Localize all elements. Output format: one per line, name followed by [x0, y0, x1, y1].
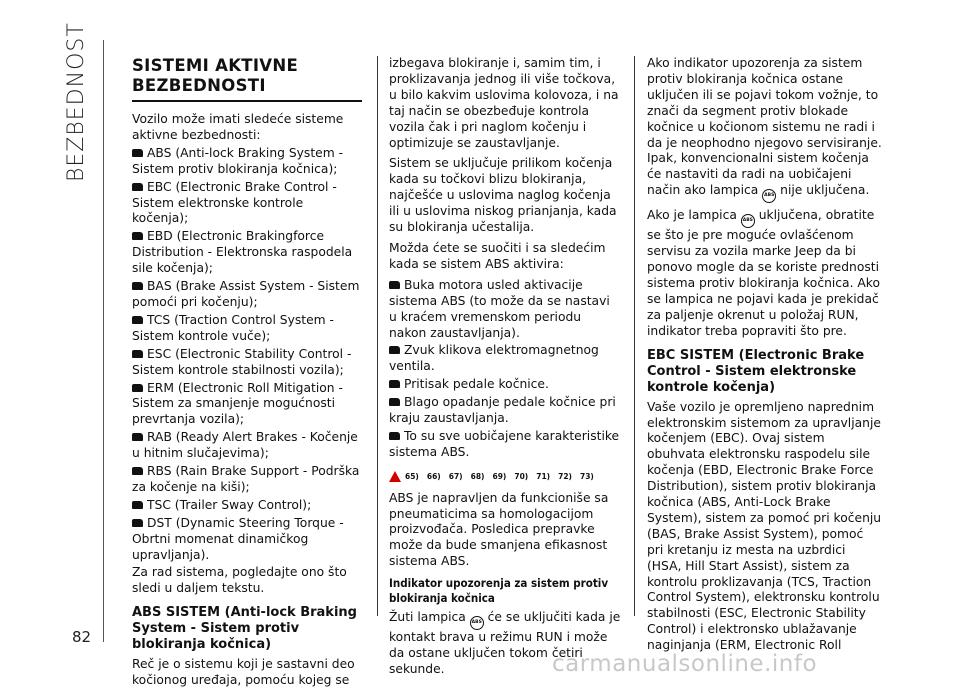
watermark: carmanualsonline.info	[552, 651, 818, 677]
reference-link[interactable]: 71)	[536, 471, 551, 481]
list-item-text: ERM (Electronic Roll Mitigation - Sistem za smanjenje mogućnosti prevrtanja vozila);	[132, 380, 343, 427]
reference-link[interactable]: 68)	[470, 471, 485, 481]
paragraph-part: Ako je lampica	[647, 208, 737, 223]
list-item-text: Pritisak pedale kočnice.	[404, 377, 549, 392]
ebc-heading: EBC SISTEM (Electronic Brake Control - Sistem elektronske kontrole kočenja)	[647, 347, 865, 395]
list-item	[389, 429, 621, 461]
reference-link[interactable]: 65)	[405, 471, 419, 481]
list-item-text: ESC (Electronic Stability Control - Sistem kontrole stabilnosti vozila);	[132, 346, 352, 377]
paragraph: Sistem se uključuje prilikom kočenja kada su točkovi blizu blokiranja, najčešće u uslovima naglog kočenja ili u uslovima niskog prianjanja, kada su blokiranja učestalija.	[389, 156, 617, 235]
list-item	[132, 516, 362, 564]
intro-text: Vozilo može imati sledeće sisteme aktivne bezbednosti:	[132, 112, 344, 142]
indicator-heading: Indikator upozorenja za sistem protiv blokiranja kočnica	[389, 576, 609, 606]
warning-triangle-icon	[389, 471, 401, 482]
reference-link[interactable]: 73)	[580, 471, 594, 481]
list-item	[132, 180, 362, 228]
page-number: 82	[72, 628, 92, 646]
list-item	[132, 313, 362, 345]
car-bullet-icon	[132, 467, 143, 475]
paragraph-part: Ako indikator upozorenja za sistem protiv blokiranja kočnica ostane uključen ili se pojavi tokom vožnje, to znači da segment protiv blokade kočnice u kočionom sistemu ne radi i da je neophodno njegovo servisiranje. Ipak, konvencionalni sistem kočenja će nastaviti da radi na uobičajeni način ako lampica	[647, 56, 882, 198]
list-item-text: TSC (Trailer Sway Control);	[147, 497, 312, 512]
section-title-line2: BEZBEDNOSTI	[132, 76, 266, 95]
list-item	[132, 279, 362, 311]
list-item	[389, 395, 621, 427]
list-item	[389, 377, 621, 393]
reference-link[interactable]: 66)	[426, 471, 441, 481]
outro-text: Za rad sistema, pogledajte ono što sledi u daljem tekstu.	[132, 565, 347, 596]
list-item	[132, 464, 362, 496]
title-underline	[132, 100, 362, 102]
car-bullet-icon	[389, 346, 400, 354]
section-side-title: BEZBEDNOST	[64, 22, 89, 182]
paragraph	[647, 56, 883, 203]
reference-link[interactable]: 67)	[448, 471, 463, 481]
list-item-text: RAB (Ready Alert Brakes - Kočenje u hitnim slučajevima);	[132, 430, 358, 461]
car-bullet-icon	[132, 183, 143, 191]
paragraph: ABS je napravljen da funkcioniše sa pneumaticima sa homologacijom proizvođača. Posledica prepravke može da bude smanjena efikasnost sistema ABS.	[389, 490, 609, 569]
warning-references	[389, 469, 621, 485]
abs-text: Reč je o sistemu koji je sastavni deo kočionog uređaja, pomoću kojeg se	[132, 657, 355, 688]
abs-warning-icon: ABS	[762, 189, 776, 203]
list-item-text: TCS (Traction Control System - Sistem kontrole vuče);	[132, 312, 334, 343]
list-item-text: EBC (Electronic Brake Control - Sistem elektronske kontrole kočenja);	[132, 179, 337, 226]
list-item-text: EBD (Electronic Brakingforce Distribution - Elektronska raspodela sile kočenja);	[132, 229, 353, 276]
list-item	[132, 381, 362, 429]
list-item-text: ABS (Anti-lock Braking System - Sistem protiv blokiranja kočnica);	[132, 145, 344, 176]
car-bullet-icon	[132, 282, 143, 290]
section-title-line1: SISTEMI AKTIVNE	[132, 56, 299, 75]
abs-heading: ABS SISTEM (Anti-lock Braking System - Sistem protiv blokiranja kočnica)	[132, 605, 357, 653]
list-item-text: Blago opadanje pedale kočnice pri kraju zaustavljanja.	[389, 395, 616, 426]
list-item	[132, 430, 362, 462]
paragraph: Možda ćete se suočiti i sa sledećim kada se sistem ABS aktivira:	[389, 240, 606, 271]
list-item-text: To su sve uobičajene karakteristike sistema ABS.	[389, 428, 620, 459]
car-bullet-icon	[132, 316, 143, 324]
section-title	[132, 56, 362, 96]
car-bullet-icon	[132, 149, 143, 157]
list-item	[132, 146, 362, 178]
car-bullet-icon	[132, 384, 143, 392]
paragraph: izbegava blokiranje i, samim tim, i proklizavanja jednog ili više točkova, u bilo kakvim uslovima kolovoza, i na taj način se obezbeđuje kontrola vozila čak i pri naglom kočenju i optimizuje se zaustavljanje.	[389, 56, 619, 150]
list-item-text: Zvuk klikova elektromagnetnog ventila.	[389, 343, 599, 374]
car-bullet-icon	[132, 350, 143, 358]
car-bullet-icon	[132, 433, 143, 441]
list-item	[132, 498, 362, 514]
car-bullet-icon	[132, 501, 143, 509]
list-item	[132, 347, 362, 379]
paragraph-part: Žuti lampica	[389, 610, 466, 625]
reference-link[interactable]: 69)	[492, 471, 507, 481]
column-1	[132, 56, 362, 694]
column-divider-2	[634, 56, 635, 616]
list-item-text: Buka motora usled aktivacije sistema ABS (to može da se nastavi u kraćem vremenskom periodu nakon zaustavljanja).	[389, 277, 610, 340]
car-bullet-icon	[389, 281, 400, 289]
paragraph: Vaše vozilo je opremljeno naprednim elektronskim sistemom za upravljanje kočenjem (EBC). Ovaj sistem obuhvata elektronsku raspodelu sile kočenja (EBD, Electronic Brake Force Distribution), sistem protiv blokiranja kočnica (ABS, Anti-Lock Brake System), sistem za pomoć pri kočenju (BAS, Brake Assist System), pomoć pri kretanju iz mesta na uzbrdici (HSA, Hill Start Assist), sistem za kontrolu proklizavanja (TCS, Traction Control System), elektronsku kontrolu stabilnosti (ESC, Electronic Stability Control) i elektronsko ublažavanje naginjanja (ERM, Electronic Roll	[647, 399, 882, 653]
list-item	[389, 343, 621, 375]
paragraph-part: će se uključiti kada je kontakt brava u režimu RUN i može da ostane uključen tokom četiri sekunde.	[389, 610, 621, 676]
list-item-text: DST (Dynamic Steering Torque - Obrtni momenat dinamičkog upravljanja).	[132, 515, 344, 562]
reference-link[interactable]: 72)	[558, 471, 572, 481]
car-bullet-icon	[132, 232, 143, 240]
list-item	[132, 229, 362, 277]
system-list	[132, 146, 362, 564]
column-divider-1	[377, 56, 378, 616]
side-divider	[103, 40, 104, 642]
list-item	[389, 278, 621, 342]
paragraph-part: uključena, obratite se što je pre moguće ovlašćenom servisu za vozila marke Jeep da bi ponovo mogle da se koriste prednosti sistema protiv blokiranja kočnica. Ako se lampica ne pojavi kada je prekidač za paljenje okrenut u položaj RUN, indikator treba popraviti što pre.	[647, 208, 881, 338]
column-2	[389, 56, 621, 683]
paragraph-part: nije uključena.	[780, 183, 870, 198]
car-bullet-icon	[389, 398, 400, 406]
car-bullet-icon	[389, 380, 400, 388]
car-bullet-icon	[389, 432, 400, 440]
column-3	[647, 56, 883, 659]
list-item-text: BAS (Brake Assist System - Sistem pomoći pri kočenju);	[132, 279, 360, 309]
reference-link[interactable]: 70)	[514, 471, 529, 481]
abs-warning-icon: ABS	[470, 616, 484, 630]
car-bullet-icon	[132, 519, 143, 527]
paragraph	[647, 208, 883, 339]
list-item-text: RBS (Rain Brake Support - Podrška za kočenje na kiši);	[132, 464, 360, 494]
abs-warning-icon: ABS	[741, 214, 755, 228]
